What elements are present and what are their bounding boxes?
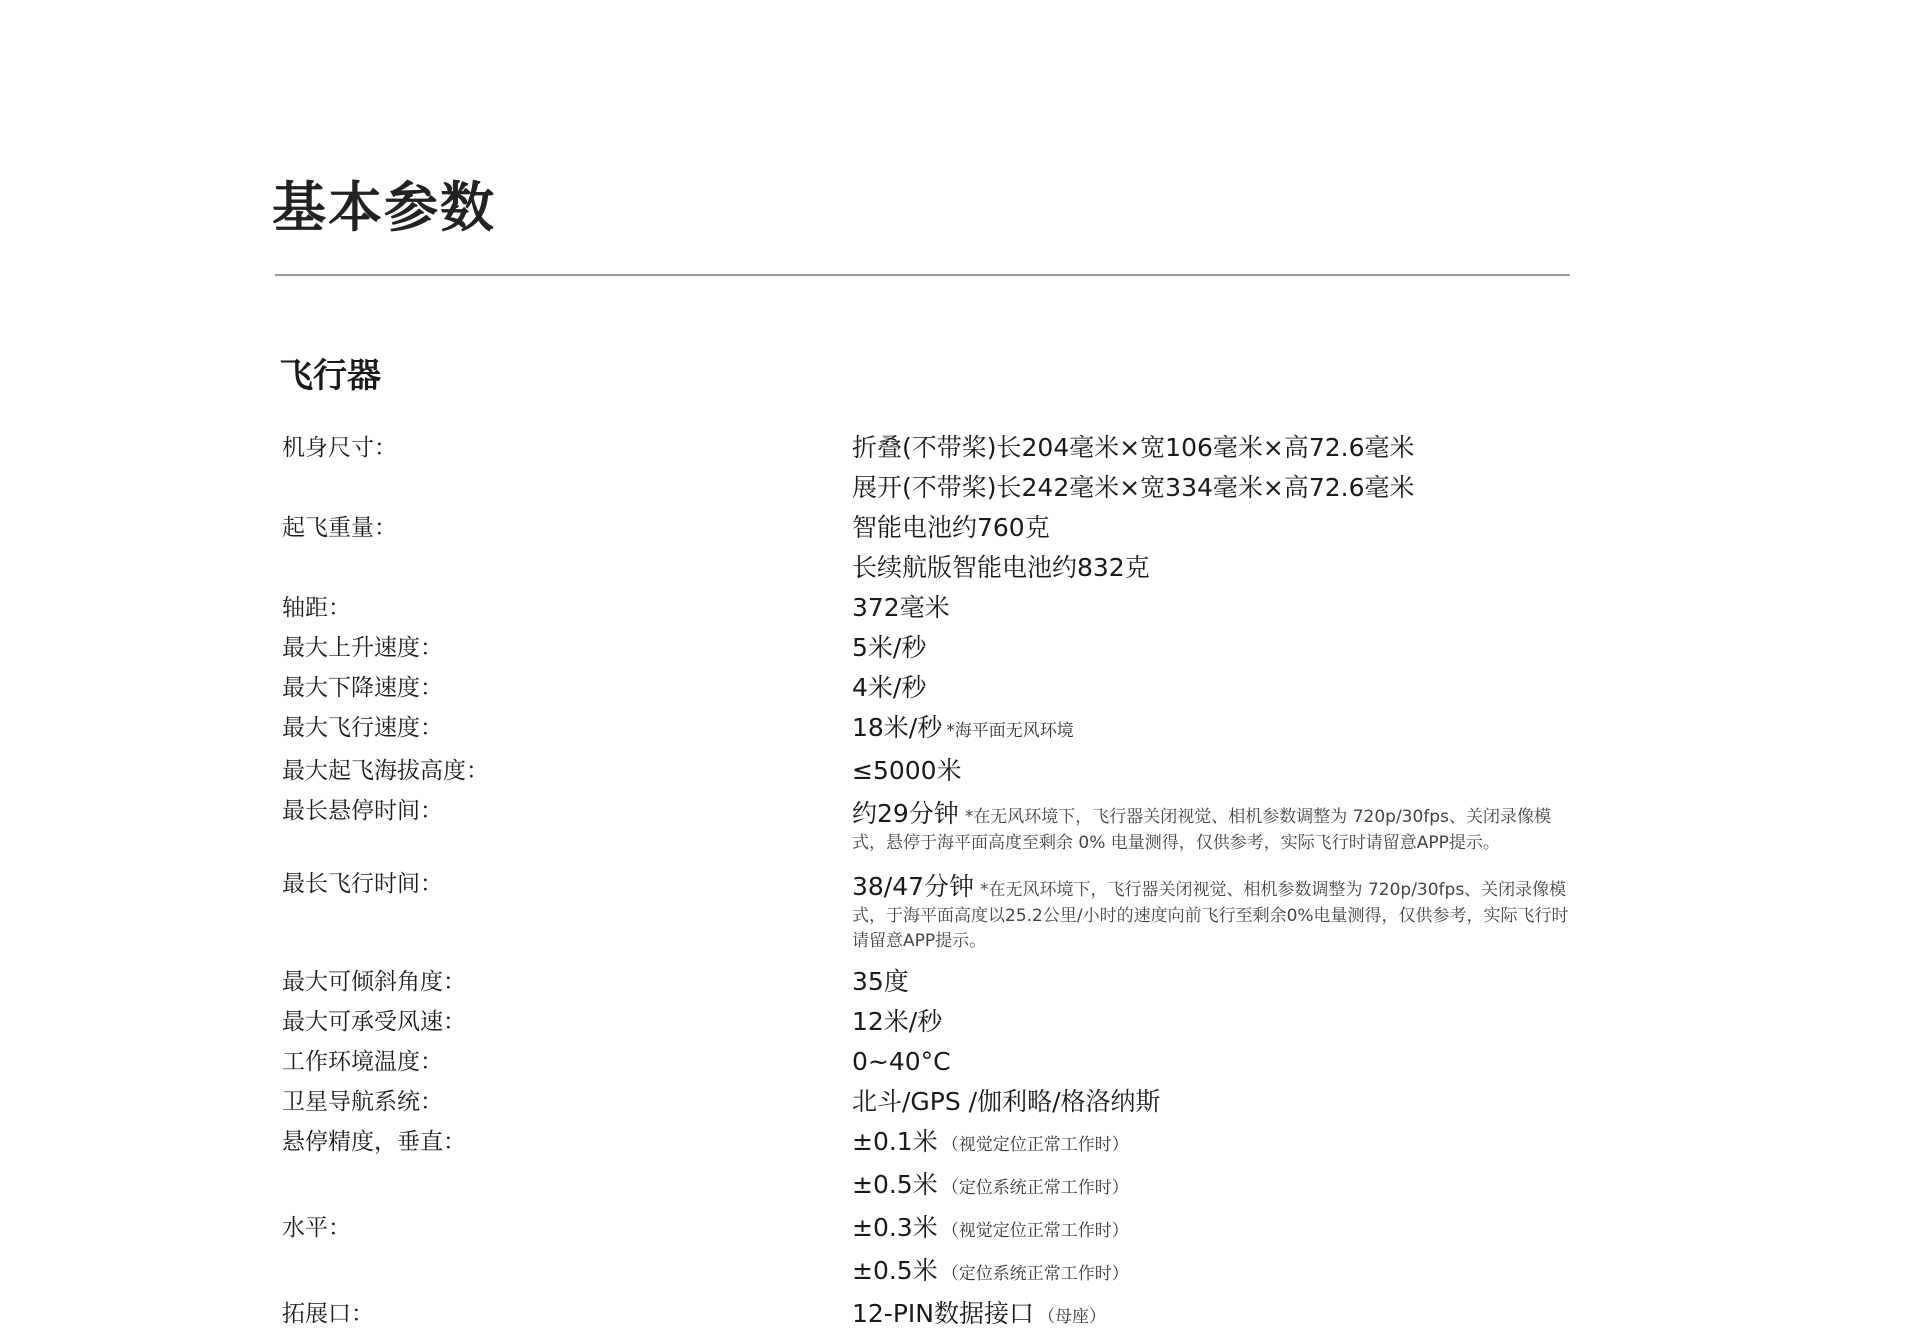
spec-value-main: 长续航版智能电池约832克 xyxy=(852,553,1150,582)
spec-value xyxy=(852,588,1572,628)
spec-value-main: 4米/秒 xyxy=(852,673,927,702)
spec-value-main: 智能电池约760克 xyxy=(852,513,1050,542)
spec-value xyxy=(852,468,1572,508)
spec-value xyxy=(852,751,1572,791)
spec-value-main: 35度 xyxy=(852,967,909,996)
spec-values xyxy=(852,628,1572,668)
spec-values xyxy=(852,791,1572,864)
spec-value xyxy=(852,428,1572,468)
spec-value-main: 12米/秒 xyxy=(852,1007,943,1036)
spec-value xyxy=(852,1208,1572,1251)
spec-table xyxy=(282,428,1572,1337)
spec-value-main: ±0.1米 xyxy=(852,1127,938,1156)
spec-value-main: 折叠(不带桨)长204毫米×宽106毫米×高72.6毫米 xyxy=(852,433,1415,462)
spec-values xyxy=(852,428,1572,508)
spec-values xyxy=(852,668,1572,708)
spec-row xyxy=(282,791,1572,864)
spec-label: 工作环境温度： xyxy=(282,1049,443,1075)
spec-row xyxy=(282,588,1572,628)
spec-label: 最大上升速度： xyxy=(282,635,443,661)
spec-values xyxy=(852,1208,1572,1294)
spec-value-main: 5米/秒 xyxy=(852,633,927,662)
spec-values xyxy=(852,962,1572,1002)
spec-values xyxy=(852,864,1572,962)
spec-value-note: （定位系统正常工作时） xyxy=(941,1264,1129,1284)
spec-value-main: 展开(不带桨)长242毫米×宽334毫米×高72.6毫米 xyxy=(852,473,1415,502)
spec-value xyxy=(852,1082,1572,1122)
spec-value-main: 12-PIN数据接口 xyxy=(852,1299,1034,1328)
spec-value-main: ≤5000米 xyxy=(852,756,962,785)
spec-value-note: *海平面无风环境 xyxy=(946,721,1074,741)
spec-value xyxy=(852,668,1572,708)
spec-value-main: 0~40°C xyxy=(852,1047,951,1076)
spec-value xyxy=(852,1042,1572,1082)
spec-value xyxy=(852,1251,1572,1294)
spec-label: 轴距： xyxy=(282,595,351,621)
spec-value-note: （定位系统正常工作时） xyxy=(941,1178,1129,1198)
spec-value xyxy=(852,708,1572,751)
section-title: 飞行器 xyxy=(279,356,381,396)
spec-value-main: 约29分钟 xyxy=(852,799,959,828)
spec-value xyxy=(852,508,1572,548)
spec-values xyxy=(852,508,1572,588)
spec-label: 最大可承受风速： xyxy=(282,1009,466,1035)
spec-value xyxy=(852,1294,1572,1337)
spec-row xyxy=(282,708,1572,751)
spec-values xyxy=(852,708,1572,751)
spec-values xyxy=(852,1294,1572,1337)
spec-label: 最大飞行速度： xyxy=(282,715,443,741)
spec-label: 机身尺寸： xyxy=(282,435,397,461)
spec-label: 最长飞行时间： xyxy=(282,871,443,897)
spec-value xyxy=(852,548,1572,588)
spec-value xyxy=(852,628,1572,668)
spec-label: 水平： xyxy=(282,1215,351,1241)
spec-value-note: *在无风环境下，飞行器关闭视觉、相机参数调整为 720p/30fps、关闭录像模式，于海平面高度以25.2公里/小时的速度向前飞行至剩余0%电量测得，仅供参考，实际飞行时请留意APP提示。 xyxy=(852,880,1569,951)
spec-value xyxy=(852,1165,1572,1208)
spec-values xyxy=(852,751,1572,791)
spec-label: 最大可倾斜角度： xyxy=(282,969,466,995)
spec-values xyxy=(852,1082,1572,1122)
spec-value-main: ±0.5米 xyxy=(852,1170,938,1199)
spec-value xyxy=(852,1122,1572,1165)
spec-value xyxy=(852,791,1572,864)
title-divider xyxy=(275,274,1570,276)
spec-values xyxy=(852,1042,1572,1082)
spec-label: 悬停精度，垂直： xyxy=(282,1129,466,1155)
spec-row xyxy=(282,628,1572,668)
spec-row xyxy=(282,1122,1572,1208)
spec-value-main: ±0.3米 xyxy=(852,1213,938,1242)
spec-value-note: （母座） xyxy=(1037,1307,1106,1327)
spec-values xyxy=(852,1122,1572,1208)
spec-label: 最大下降速度： xyxy=(282,675,443,701)
page-title: 基本参数 xyxy=(272,176,496,239)
spec-value-main: 38/47分钟 xyxy=(852,872,975,901)
spec-row xyxy=(282,1294,1572,1337)
spec-row xyxy=(282,668,1572,708)
spec-values xyxy=(852,1002,1572,1042)
spec-label: 起飞重量： xyxy=(282,515,397,541)
spec-row xyxy=(282,1208,1572,1294)
spec-row xyxy=(282,751,1572,791)
spec-value-main: 372毫米 xyxy=(852,593,950,622)
spec-row xyxy=(282,508,1572,588)
spec-label: 卫星导航系统： xyxy=(282,1089,443,1115)
spec-row xyxy=(282,864,1572,962)
spec-values xyxy=(852,588,1572,628)
spec-row xyxy=(282,1002,1572,1042)
spec-label: 最大起飞海拔高度： xyxy=(282,758,489,784)
spec-value-main: ±0.5米 xyxy=(852,1256,938,1285)
spec-label: 最长悬停时间： xyxy=(282,798,443,824)
spec-value-note: *在无风环境下，飞行器关闭视觉、相机参数调整为 720p/30fps、关闭录像模式，悬停于海平面高度至剩余 0% 电量测得，仅供参考，实际飞行时请留意APP提示。 xyxy=(852,807,1551,853)
spec-value-note: （视觉定位正常工作时） xyxy=(941,1135,1129,1155)
spec-label: 拓展口： xyxy=(282,1301,374,1327)
spec-value-note: （视觉定位正常工作时） xyxy=(941,1221,1129,1241)
spec-value xyxy=(852,1002,1572,1042)
spec-row xyxy=(282,1082,1572,1122)
spec-row xyxy=(282,1042,1572,1082)
spec-value-main: 北斗/GPS /伽利略/格洛纳斯 xyxy=(852,1087,1161,1116)
spec-row xyxy=(282,428,1572,508)
spec-row xyxy=(282,962,1572,1002)
spec-value-main: 18米/秒 xyxy=(852,713,943,742)
spec-value xyxy=(852,962,1572,1002)
spec-value xyxy=(852,864,1572,962)
